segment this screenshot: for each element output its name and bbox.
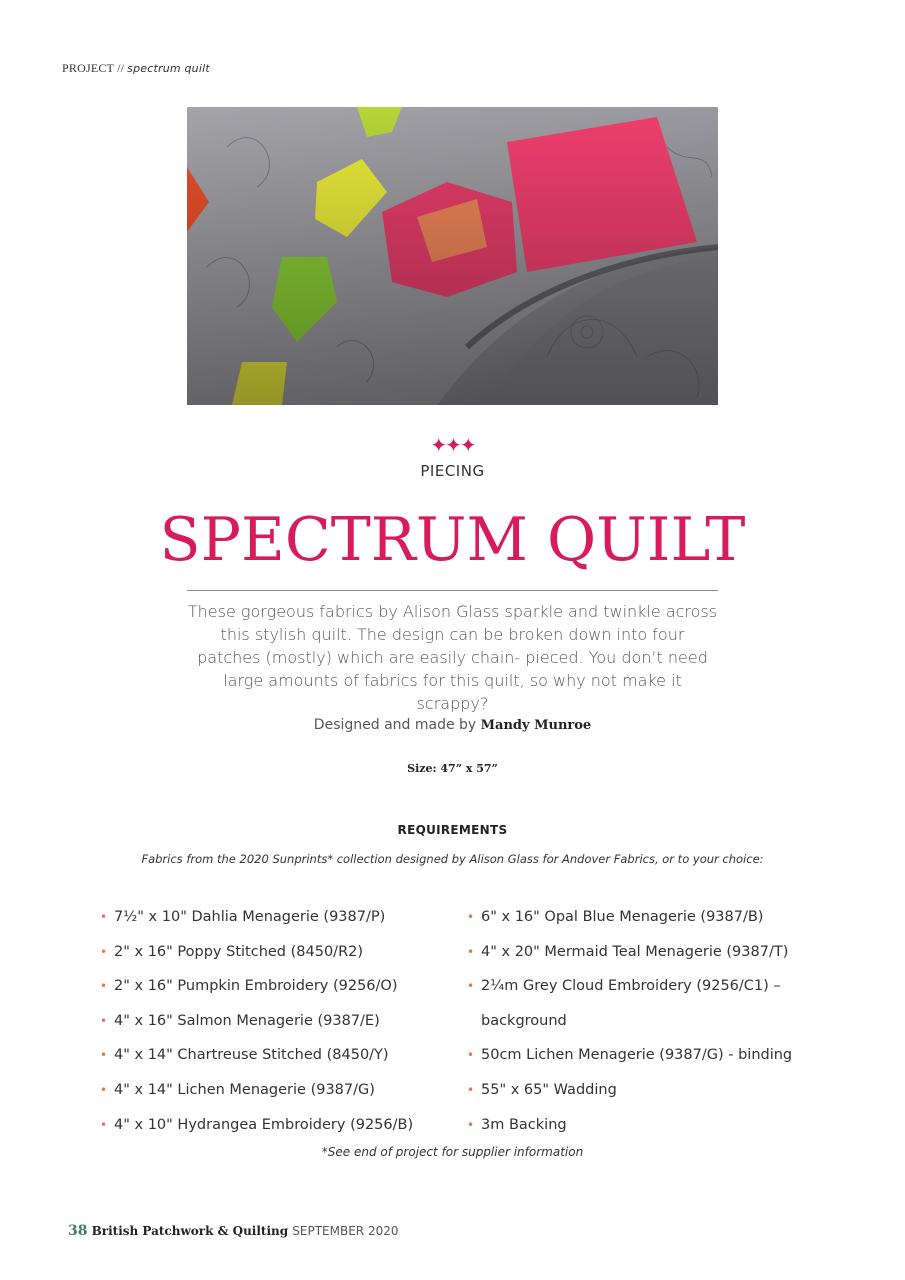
- list-item: [100, 935, 440, 970]
- bullet-icon: •: [467, 1117, 475, 1132]
- list-item: [100, 1004, 440, 1039]
- page-number: 38: [68, 1223, 88, 1239]
- bullet-icon: •: [100, 1048, 108, 1063]
- bullet-icon: •: [100, 1082, 108, 1097]
- bullet-icon: •: [100, 944, 108, 959]
- list-item: [100, 900, 440, 935]
- list-item: [100, 1038, 440, 1073]
- bullet-icon: •: [100, 1117, 108, 1132]
- credit-prefix: Designed and made by: [313, 717, 477, 733]
- magazine-name: British Patchwork & Quilting: [91, 1224, 289, 1238]
- running-header: [62, 61, 210, 76]
- requirements-heading: REQUIREMENTS: [397, 823, 508, 837]
- bullet-icon: •: [467, 910, 475, 924]
- bullet-icon: •: [467, 1048, 475, 1063]
- list-item: [467, 900, 827, 935]
- header-subtitle: spectrum quilt: [127, 62, 210, 75]
- list-item-text: 4" x 20" Mermaid Teal Menagerie (9387/T): [481, 943, 789, 960]
- bullet-icon: •: [467, 979, 475, 994]
- bullet-icon: •: [100, 910, 108, 924]
- list-item: [467, 1038, 827, 1073]
- list-item: [467, 935, 827, 970]
- bullet-icon: •: [100, 1013, 108, 1028]
- list-item-text: background: [481, 1012, 567, 1029]
- list-item: [467, 969, 827, 1004]
- list-item-text: 55" x 65" Wadding: [481, 1081, 617, 1098]
- list-item-text: 6" x 16" Opal Blue Menagerie (9387/B): [481, 909, 764, 925]
- list-item-text: 4" x 10" Hydrangea Embroidery (9256/B): [114, 1116, 414, 1133]
- bullet-icon: •: [467, 944, 475, 959]
- ornament-diamonds: ✦✦✦: [430, 433, 475, 457]
- requirements-list-right: [467, 900, 827, 1142]
- title-divider: [187, 590, 718, 591]
- header-section: PROJECT: [62, 61, 115, 75]
- quilt-photo: [187, 107, 718, 405]
- list-item: [467, 1108, 827, 1143]
- list-item: [100, 1073, 440, 1108]
- bullet-icon: •: [467, 1082, 475, 1097]
- list-item-continuation: [467, 1004, 827, 1039]
- list-item: [100, 1108, 440, 1143]
- list-item-text: 2" x 16" Poppy Stitched (8450/R2): [114, 943, 364, 960]
- list-item: [100, 969, 440, 1004]
- list-item-text: 2" x 16" Pumpkin Embroidery (9256/O): [114, 978, 398, 995]
- category-label: PIECING: [420, 462, 485, 480]
- requirements-subheading: Fabrics from the 2020 Sunprints* collection designed by Alison Glass for Andover Fabrics, or to your choice:: [141, 852, 764, 866]
- intro-paragraph: These gorgeous fabrics by Alison Glass sparkle and twinkle across this stylish quilt. The design can be broken down into four patches (mostly) which are easily chain- pieced. You don’t need large amounts of fabrics for this quilt, so why not make it scrappy?: [187, 602, 718, 713]
- list-item-text: 4" x 14" Chartreuse Stitched (8450/Y): [114, 1047, 389, 1064]
- list-item-text: 7½" x 10" Dahlia Menagerie (9387/P): [114, 909, 386, 925]
- list-item-text: 4" x 14" Lichen Menagerie (9387/G): [114, 1081, 375, 1098]
- page-footer: [68, 1223, 399, 1239]
- requirements-list-left: [100, 900, 440, 1142]
- list-item-text: 4" x 16" Salmon Menagerie (9387/E): [114, 1012, 380, 1029]
- list-item-text: 3m Backing: [481, 1116, 567, 1133]
- list-item-text: 2¼m Grey Cloud Embroidery (9256/C1) –: [481, 978, 781, 995]
- header-separator: //: [117, 61, 125, 75]
- supplier-footnote: *See end of project for supplier information: [321, 1145, 584, 1159]
- list-item-text: 50cm Lichen Menagerie (9387/G) - binding: [481, 1047, 793, 1064]
- page-title: SPECTRUM QUILT: [159, 505, 746, 575]
- designer-credit: [0, 717, 905, 733]
- issue-date: SEPTEMBER 2020: [292, 1224, 399, 1238]
- designer-name: Mandy Munroe: [480, 718, 592, 733]
- list-item: [467, 1073, 827, 1108]
- quilt-size: Size: 47” x 57”: [407, 762, 498, 775]
- bullet-icon: •: [100, 979, 108, 994]
